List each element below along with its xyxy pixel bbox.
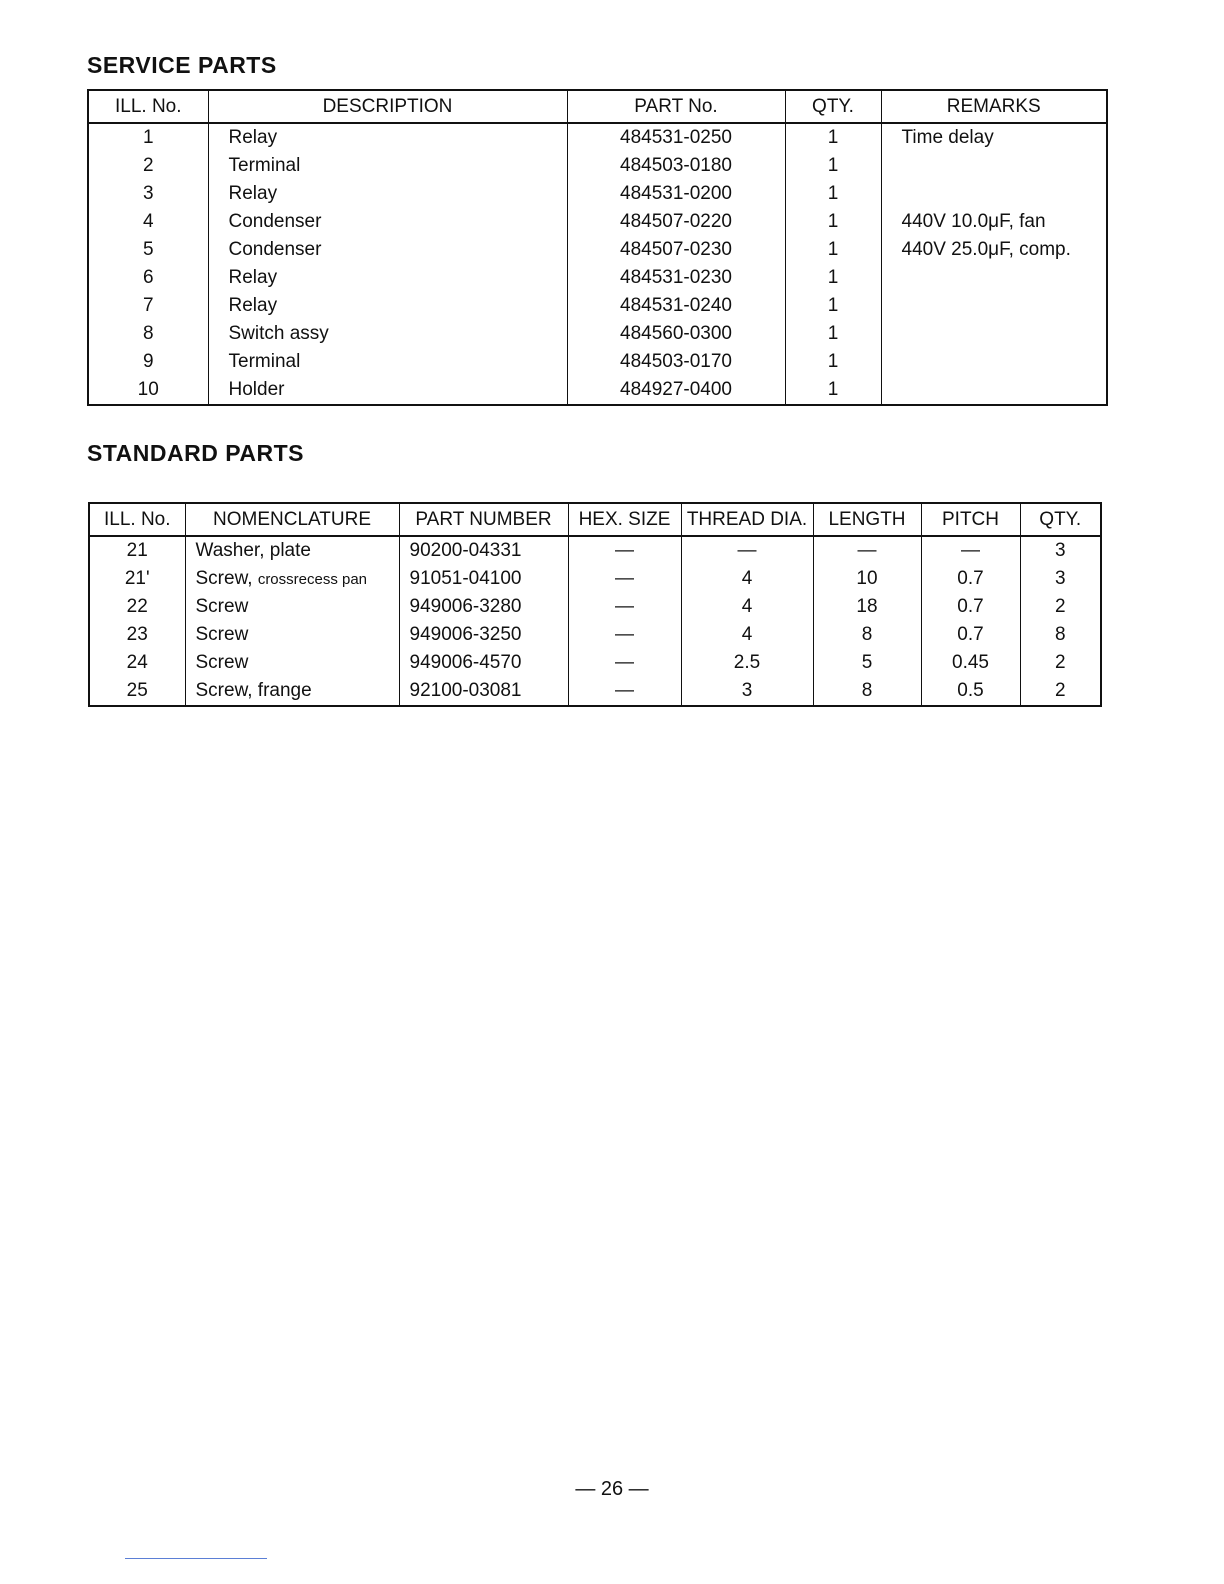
hex-size-cell: — bbox=[568, 649, 681, 677]
ill-no-cell: 5 bbox=[88, 236, 208, 264]
length-cell: 5 bbox=[813, 649, 921, 677]
part-number-cell: 90200-04331 bbox=[399, 536, 568, 565]
table-row bbox=[88, 292, 1107, 320]
part-no-cell: 484507-0220 bbox=[567, 208, 785, 236]
qty-cell: 1 bbox=[785, 320, 881, 348]
table-header-row bbox=[88, 90, 1107, 123]
thread-dia-cell: — bbox=[681, 536, 813, 565]
remarks-cell bbox=[881, 264, 1107, 292]
thread-dia-cell: 2.5 bbox=[681, 649, 813, 677]
pitch-cell: — bbox=[921, 536, 1020, 565]
pitch-cell: 0.7 bbox=[921, 621, 1020, 649]
qty-cell: 1 bbox=[785, 264, 881, 292]
table-row bbox=[88, 208, 1107, 236]
hex-size-cell: — bbox=[568, 565, 681, 593]
ill-no-cell: 10 bbox=[88, 376, 208, 405]
table-row bbox=[88, 348, 1107, 376]
part-number-cell: 91051-04100 bbox=[399, 565, 568, 593]
standard-parts-title: STANDARD PARTS bbox=[87, 440, 304, 466]
description-cell: Relay bbox=[208, 292, 567, 320]
nomenclature-cell bbox=[185, 593, 399, 621]
table-row bbox=[89, 677, 1101, 706]
column-header-qty: QTY. bbox=[1020, 503, 1101, 536]
qty-cell: 1 bbox=[785, 180, 881, 208]
remarks-cell bbox=[881, 376, 1107, 405]
part-no-cell: 484531-0250 bbox=[567, 123, 785, 152]
nomenclature-text: Screw, frange bbox=[195, 680, 312, 701]
ill-no-cell: 8 bbox=[88, 320, 208, 348]
column-header-ill-no: ILL. No. bbox=[88, 90, 208, 123]
hex-size-cell: — bbox=[568, 593, 681, 621]
thread-dia-cell: 4 bbox=[681, 593, 813, 621]
nomenclature-text: Screw, bbox=[195, 568, 253, 589]
qty-cell: 2 bbox=[1020, 649, 1101, 677]
ill-no-cell: 7 bbox=[88, 292, 208, 320]
length-cell: — bbox=[813, 536, 921, 565]
qty-cell: 1 bbox=[785, 376, 881, 405]
bottom-divider-line bbox=[125, 1558, 267, 1559]
hex-size-cell: — bbox=[568, 677, 681, 706]
table-row bbox=[89, 593, 1101, 621]
qty-cell: 3 bbox=[1020, 536, 1101, 565]
column-header-thread-dia: THREAD DIA. bbox=[681, 503, 813, 536]
ill-no-cell: 21' bbox=[89, 565, 185, 593]
description-cell: Relay bbox=[208, 180, 567, 208]
part-number-cell: 92100-03081 bbox=[399, 677, 568, 706]
pitch-cell: 0.7 bbox=[921, 565, 1020, 593]
part-no-cell: 484531-0230 bbox=[567, 264, 785, 292]
table-row bbox=[89, 621, 1101, 649]
ill-no-cell: 24 bbox=[89, 649, 185, 677]
description-cell: Condenser bbox=[208, 208, 567, 236]
ill-no-cell: 25 bbox=[89, 677, 185, 706]
ill-no-cell: 9 bbox=[88, 348, 208, 376]
qty-cell: 2 bbox=[1020, 593, 1101, 621]
part-no-cell: 484560-0300 bbox=[567, 320, 785, 348]
qty-cell: 1 bbox=[785, 236, 881, 264]
table-row bbox=[88, 152, 1107, 180]
thread-dia-cell: 4 bbox=[681, 621, 813, 649]
part-no-cell: 484531-0200 bbox=[567, 180, 785, 208]
service-parts-title: SERVICE PARTS bbox=[87, 52, 277, 78]
description-cell: Terminal bbox=[208, 152, 567, 180]
ill-no-cell: 23 bbox=[89, 621, 185, 649]
table-row bbox=[88, 320, 1107, 348]
thread-dia-cell: 4 bbox=[681, 565, 813, 593]
hex-size-cell: — bbox=[568, 621, 681, 649]
part-no-cell: 484531-0240 bbox=[567, 292, 785, 320]
part-number-cell: 949006-3250 bbox=[399, 621, 568, 649]
nomenclature-cell bbox=[185, 565, 399, 593]
column-header-hex-size: HEX. SIZE bbox=[568, 503, 681, 536]
nomenclature-cell bbox=[185, 649, 399, 677]
description-cell: Relay bbox=[208, 264, 567, 292]
qty-cell: 2 bbox=[1020, 677, 1101, 706]
ill-no-cell: 22 bbox=[89, 593, 185, 621]
description-cell: Terminal bbox=[208, 348, 567, 376]
table-row bbox=[89, 536, 1101, 565]
nomenclature-text: Washer, plate bbox=[195, 540, 311, 561]
ill-no-cell: 4 bbox=[88, 208, 208, 236]
nomenclature-text: Screw bbox=[195, 624, 249, 645]
part-no-cell: 484503-0180 bbox=[567, 152, 785, 180]
standard-parts-table bbox=[88, 502, 1102, 707]
part-number-cell: 949006-3280 bbox=[399, 593, 568, 621]
length-cell: 8 bbox=[813, 677, 921, 706]
remarks-cell: 440V 10.0μF, fan bbox=[881, 208, 1107, 236]
table-header-row bbox=[89, 503, 1101, 536]
column-header-part-no: PART No. bbox=[567, 90, 785, 123]
nomenclature-cell bbox=[185, 621, 399, 649]
column-header-length: LENGTH bbox=[813, 503, 921, 536]
part-number-cell: 949006-4570 bbox=[399, 649, 568, 677]
table-row bbox=[88, 180, 1107, 208]
description-cell: Condenser bbox=[208, 236, 567, 264]
ill-no-cell: 3 bbox=[88, 180, 208, 208]
table-row bbox=[88, 123, 1107, 152]
table-row bbox=[88, 264, 1107, 292]
table-row bbox=[89, 565, 1101, 593]
part-no-cell: 484503-0170 bbox=[567, 348, 785, 376]
part-no-cell: 484927-0400 bbox=[567, 376, 785, 405]
remarks-cell: Time delay bbox=[881, 123, 1107, 152]
nomenclature-cell bbox=[185, 536, 399, 565]
remarks-cell bbox=[881, 180, 1107, 208]
ill-no-cell: 1 bbox=[88, 123, 208, 152]
nomenclature-text: Screw bbox=[195, 652, 249, 673]
remarks-cell: 440V 25.0μF, comp. bbox=[881, 236, 1107, 264]
length-cell: 8 bbox=[813, 621, 921, 649]
qty-cell: 1 bbox=[785, 208, 881, 236]
column-header-qty: QTY. bbox=[785, 90, 881, 123]
remarks-cell bbox=[881, 320, 1107, 348]
table-row bbox=[89, 649, 1101, 677]
qty-cell: 1 bbox=[785, 152, 881, 180]
ill-no-cell: 6 bbox=[88, 264, 208, 292]
qty-cell: 3 bbox=[1020, 565, 1101, 593]
remarks-cell bbox=[881, 348, 1107, 376]
column-header-description: DESCRIPTION bbox=[208, 90, 567, 123]
column-header-part-number: PART NUMBER bbox=[399, 503, 568, 536]
column-header-pitch: PITCH bbox=[921, 503, 1020, 536]
table-row bbox=[88, 376, 1107, 405]
column-header-remarks: REMARKS bbox=[881, 90, 1107, 123]
ill-no-cell: 2 bbox=[88, 152, 208, 180]
length-cell: 10 bbox=[813, 565, 921, 593]
column-header-ill-no: ILL. No. bbox=[89, 503, 185, 536]
hex-size-cell: — bbox=[568, 536, 681, 565]
description-cell: Holder bbox=[208, 376, 567, 405]
nomenclature-note: crossrecess pan bbox=[257, 571, 368, 588]
pitch-cell: 0.7 bbox=[921, 593, 1020, 621]
nomenclature-cell bbox=[185, 677, 399, 706]
qty-cell: 1 bbox=[785, 292, 881, 320]
remarks-cell bbox=[881, 292, 1107, 320]
qty-cell: 1 bbox=[785, 123, 881, 152]
service-parts-table bbox=[87, 89, 1108, 406]
page-number: — 26 — bbox=[575, 1478, 649, 1500]
part-no-cell: 484507-0230 bbox=[567, 236, 785, 264]
thread-dia-cell: 3 bbox=[681, 677, 813, 706]
nomenclature-text: Screw bbox=[195, 596, 249, 617]
length-cell: 18 bbox=[813, 593, 921, 621]
column-header-nomenclature: NOMENCLATURE bbox=[185, 503, 399, 536]
pitch-cell: 0.5 bbox=[921, 677, 1020, 706]
table-row bbox=[88, 236, 1107, 264]
qty-cell: 1 bbox=[785, 348, 881, 376]
ill-no-cell: 21 bbox=[89, 536, 185, 565]
description-cell: Relay bbox=[208, 123, 567, 152]
description-cell: Switch assy bbox=[208, 320, 567, 348]
qty-cell: 8 bbox=[1020, 621, 1101, 649]
pitch-cell: 0.45 bbox=[921, 649, 1020, 677]
remarks-cell bbox=[881, 152, 1107, 180]
